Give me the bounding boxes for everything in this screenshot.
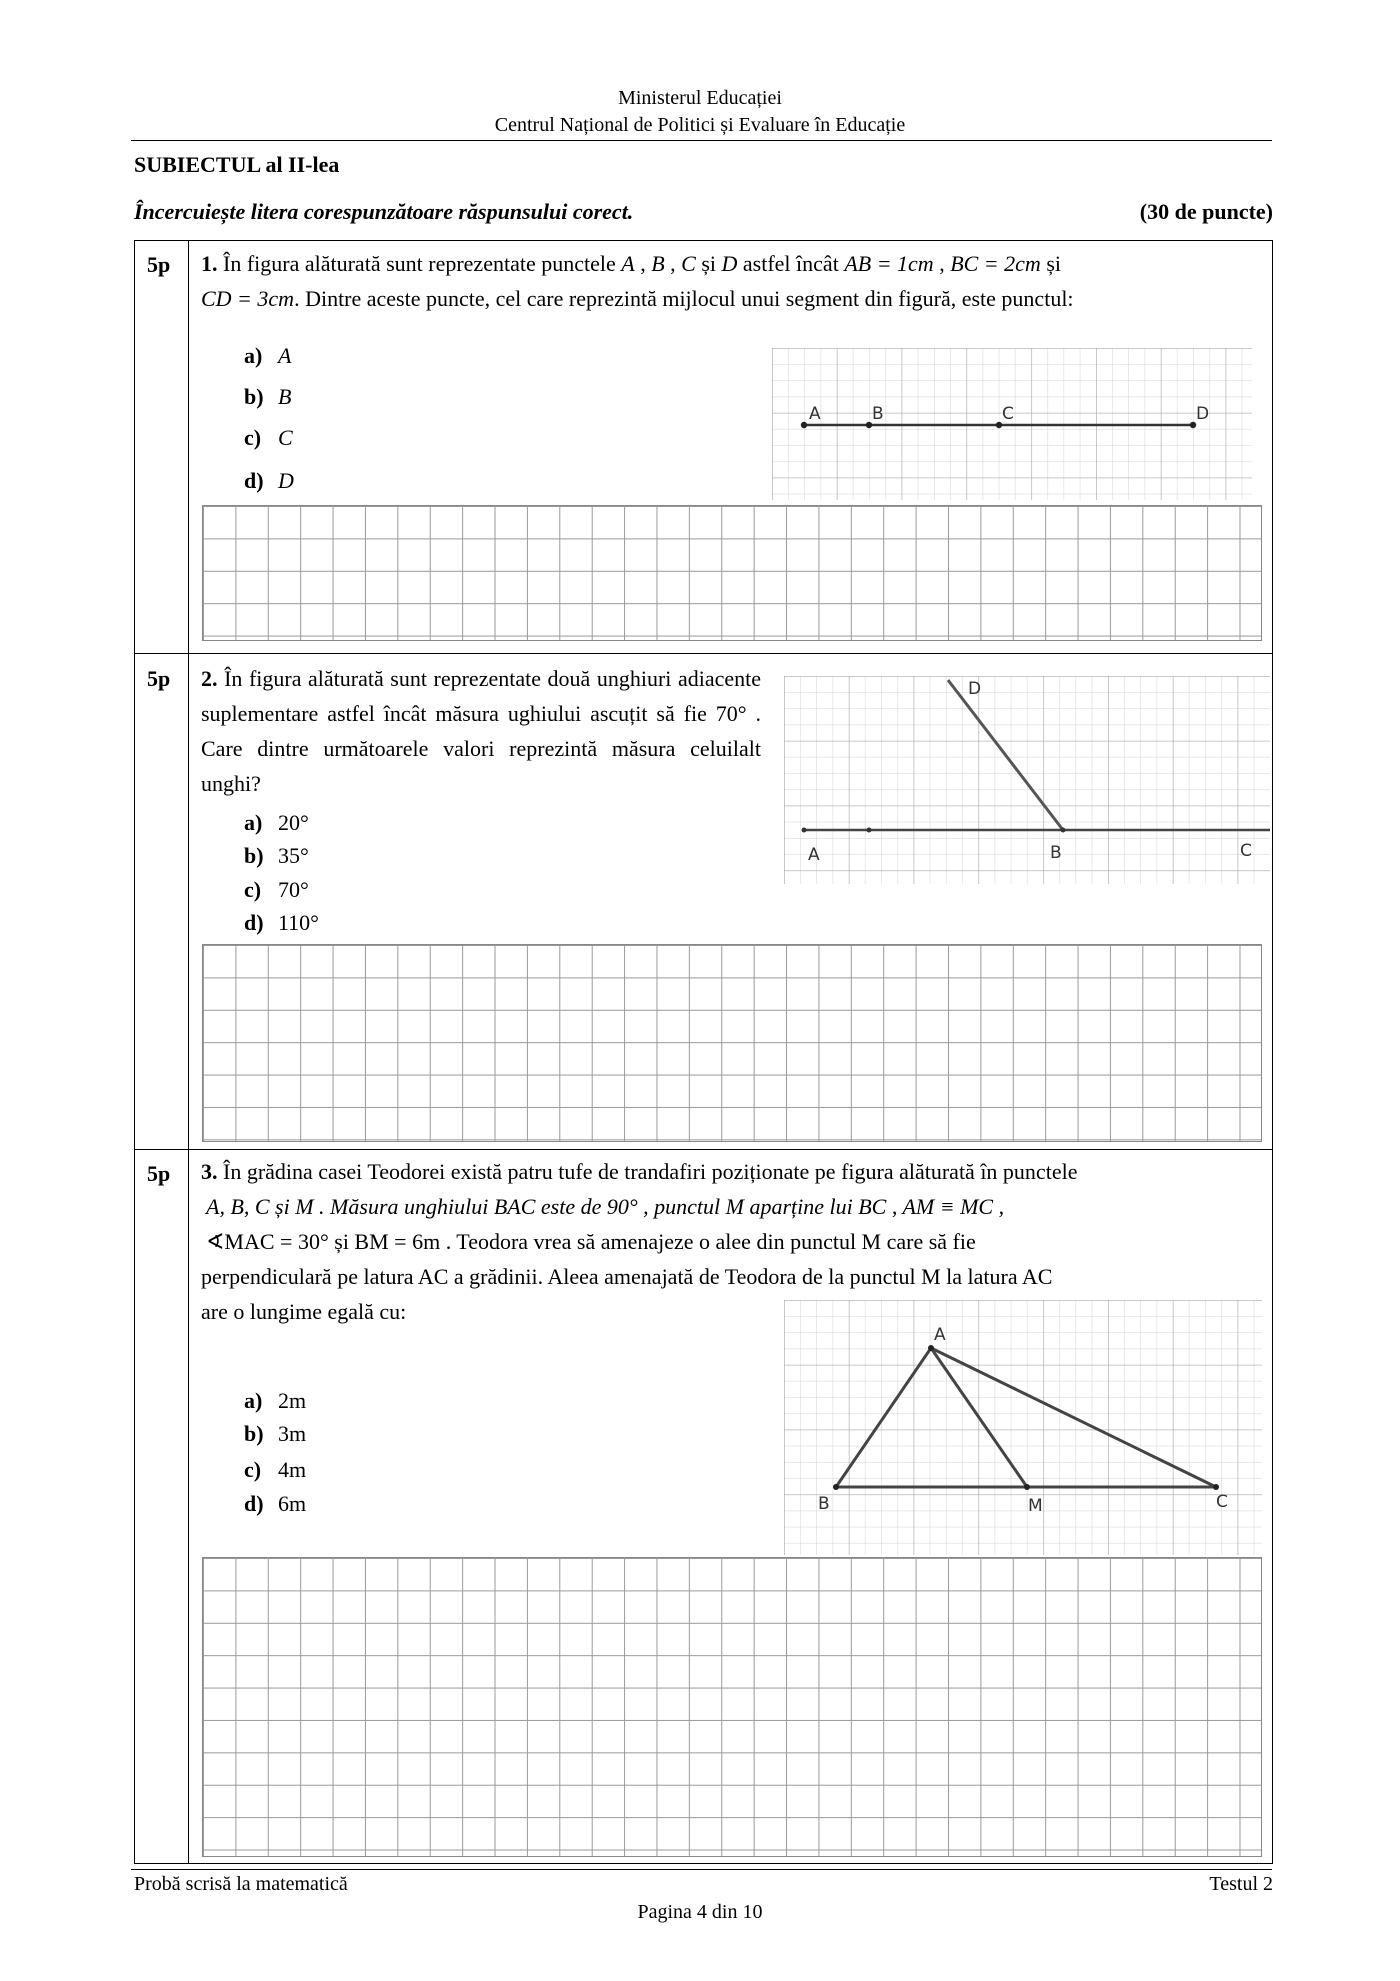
q3-option-b[interactable]: b) 3m (244, 1421, 307, 1446)
q3-label-m: M (1028, 1496, 1043, 1516)
q1-figure (772, 348, 1252, 500)
q3-figure (784, 1300, 1262, 1555)
q1-option-d[interactable]: d) D (244, 468, 294, 493)
q2-option-b[interactable]: b) 35° (244, 843, 309, 868)
q2-option-d[interactable]: d) 110° (244, 910, 319, 935)
q2-score: 5p (147, 666, 171, 691)
q2-label-a: A (808, 845, 820, 865)
q1-label-d: D (1196, 404, 1210, 424)
footer-page-number: Pagina 4 din 10 (637, 1901, 763, 1923)
score-column-divider (188, 240, 189, 1864)
q2-work-grid (202, 944, 1262, 1142)
q3-point-c (1213, 1484, 1219, 1490)
q3-label-c: C (1216, 1492, 1228, 1512)
q2-text: 2. În figura alăturată sunt reprezentate două unghiuri adiacente suplementare astfel încât măsura ughiului ascuțit să fie 70° . Care dintre următoarele valori reprezintă măsura celuilalt unghi? (201, 666, 761, 796)
section-points: (30 de puncte) (1139, 199, 1273, 224)
q1-label-c: C (1002, 404, 1014, 424)
header-center: Centrul Național de Politici și Evaluare în Educație (494, 114, 906, 136)
q3-label-b: B (818, 1494, 830, 1514)
q3-option-c[interactable]: c) 4m (244, 1457, 307, 1482)
section-title: SUBIECTUL al II-lea (134, 152, 340, 177)
q1-label-b: B (872, 404, 884, 424)
q2-label-c: C (1240, 841, 1252, 861)
q1-work-grid (202, 505, 1262, 641)
q3-label-a: A (934, 1325, 946, 1345)
q2-point-mid (867, 828, 872, 833)
q3-point-a (928, 1345, 934, 1351)
q3-option-a[interactable]: a) 2m (244, 1388, 307, 1413)
q3-point-m (1024, 1484, 1030, 1490)
footer-subject: Probă scrisă la matematică (134, 1873, 348, 1895)
header-rule (131, 140, 1272, 141)
row-divider-2 (134, 1149, 1273, 1150)
q1-text: 1. În figura alăturată sunt reprezentate punctele A , B , C și D astfel încât AB = 1cm , BC = 2cm și CD = 3cm. Dintre aceste puncte, cel care reprezintă mijlocul unui segment din figură, este punctul: (201, 251, 1074, 311)
row-divider-1 (134, 653, 1273, 654)
q1-label-a: A (809, 404, 821, 424)
footer-rule (131, 1869, 1272, 1870)
q3-point-b (833, 1484, 839, 1490)
q2-option-c[interactable]: c) 70° (244, 877, 309, 902)
section-instruction: Încercuiește litera corespunzătoare răspunsului corect. (134, 199, 634, 224)
q1-score: 5p (147, 252, 171, 277)
q3-work-grid (202, 1557, 1262, 1857)
q2-point-b (1061, 828, 1066, 833)
q2-label-d: D (968, 679, 982, 699)
q1-option-a[interactable]: a) A (244, 343, 292, 368)
q2-number: 2. (201, 666, 218, 691)
q2-label-b: B (1050, 843, 1062, 863)
q1-option-b[interactable]: b) B (244, 384, 292, 409)
q1-number: 1. (201, 251, 218, 276)
q3-option-d[interactable]: d) 6m (244, 1491, 307, 1516)
q1-point-a (801, 422, 807, 428)
q3-number: 3. (201, 1159, 218, 1184)
footer-test: Testul 2 (1209, 1873, 1273, 1895)
q2-point-a (802, 828, 807, 833)
header-ministry: Ministerul Educației (618, 87, 782, 109)
q2-figure (784, 676, 1270, 884)
q1-option-c[interactable]: c) C (244, 425, 293, 450)
q2-option-a[interactable]: a) 20° (244, 810, 309, 835)
q3-text: 3. În grădina casei Teodorei există patru tufe de trandafiri poziționate pe figura alăturată în punctele A, B, C și M . Măsura unghiului BAC este de 90° , punctul M aparține lui BC , AM ≡ MC , ∢MAC = 30° și BM = 6m . Teodora vrea să amenajeze o alee din punctul M care să fie perpendiculară pe latura AC a grădinii. Aleea amenajată de Teodora de la punctul M la latura AC are o lungime egală cu: (201, 1159, 1078, 1324)
q3-score: 5p (147, 1161, 171, 1186)
